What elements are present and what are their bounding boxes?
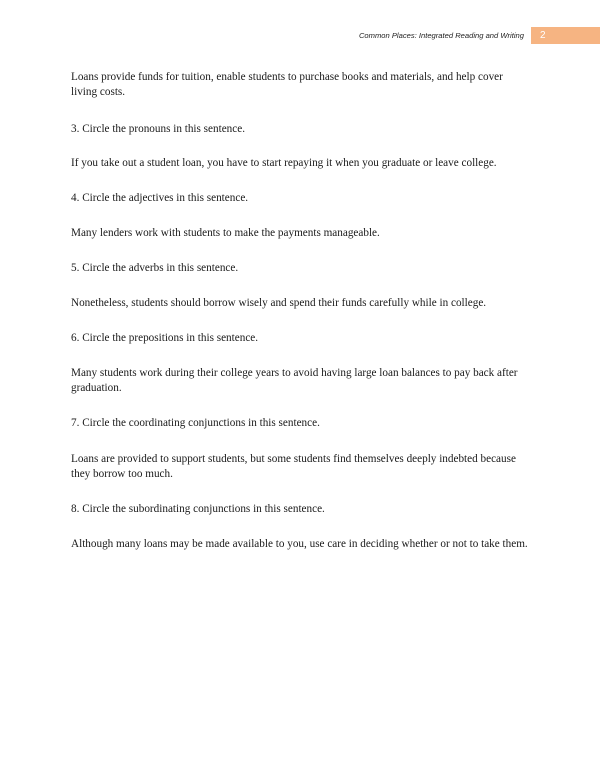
running-header [359, 27, 600, 44]
instruction-5-adverbs: 5. Circle the adverbs in this sentence. [71, 262, 239, 274]
page-number: 2 [540, 30, 546, 41]
instruction-7-coordinating: 7. Circle the coordinating conjunctions in this sentence. [71, 417, 320, 429]
instruction-6-prepositions: 6. Circle the prepositions in this sentence. [71, 332, 259, 344]
sentence-many-students-work: Many students work during their college years to avoid having large loan balances to pay back after graduation. [71, 367, 518, 394]
sentence-nonetheless: Nonetheless, students should borrow wisely and spend their funds carefully while in college. [71, 297, 487, 309]
header-title: Common Places: Integrated Reading and Writing [358, 31, 524, 40]
instruction-8-subordinating: 8. Circle the subordinating conjunctions in this sentence. [71, 503, 325, 515]
sentence-although-many-loans: Although many loans may be made available to you, use care in deciding whether or not to take them. [71, 538, 528, 550]
instruction-3-pronouns: 3. Circle the pronouns in this sentence. [71, 123, 245, 135]
sentence-student-loan: If you take out a student loan, you have to start repaying it when you graduate or leave college. [71, 157, 497, 169]
page-number-badge [531, 27, 600, 44]
instruction-4-adjectives: 4. Circle the adjectives in this sentence. [71, 192, 249, 204]
sentence-many-lenders: Many lenders work with students to make the payments manageable. [71, 227, 380, 239]
sentence-loans-provide: Loans provide funds for tuition, enable students to purchase books and materials, and help cover living costs. [71, 71, 503, 98]
sentence-loans-are-provided: Loans are provided to support students, but some students find themselves deeply indebted because they borrow too much. [71, 453, 516, 480]
